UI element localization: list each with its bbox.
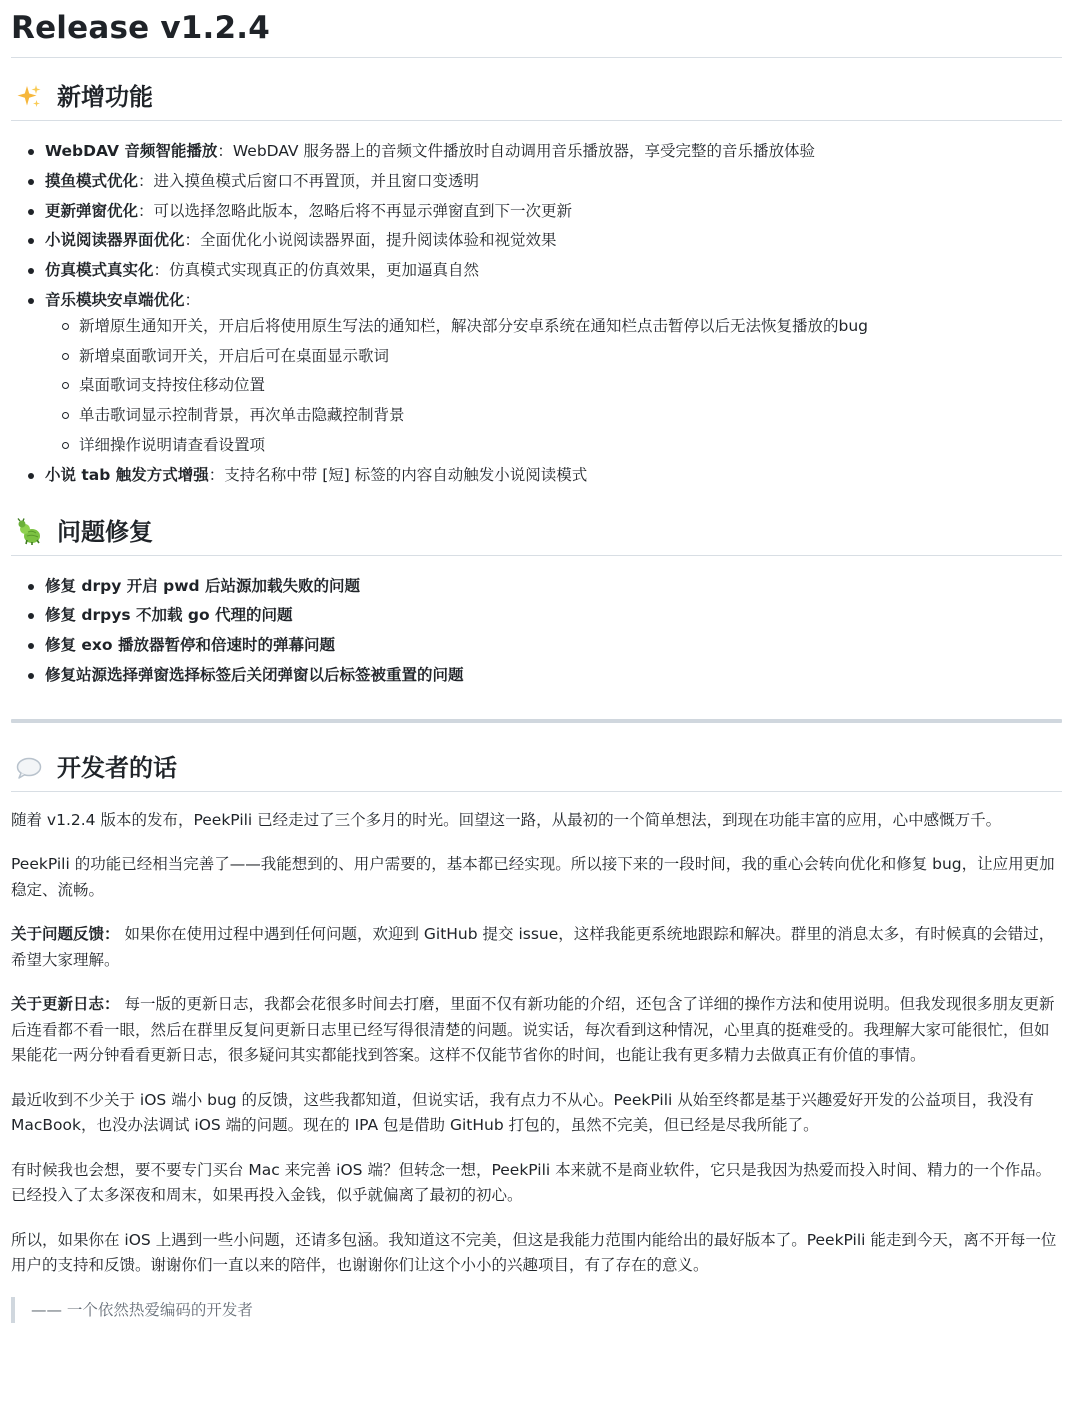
- list-item: [11, 197, 1062, 227]
- item-bold: 修复 drpys 不加载 go 代理的问题: [45, 606, 293, 625]
- bug-icon: [15, 518, 43, 546]
- section-divider: [11, 719, 1062, 723]
- item-bold: 修复 drpy 开启 pwd 后站源加载失败的问题: [45, 576, 361, 595]
- developer-heading-text: 开发者的话: [57, 753, 177, 782]
- sub-list-item: 单击歌词显示控制背景，再次单击隐藏控制背景: [11, 401, 1062, 431]
- paragraph-label: 关于更新日志：: [11, 995, 120, 1014]
- paragraph: 随着 v1.2.4 版本的发布，PeekPili 已经走过了三个多月的时光。回望这一路，从最初的一个简单想法，到现在功能丰富的应用，心中感慨万千。: [11, 810, 1002, 829]
- item-text: ：可以选择忽略此版本，忽略后将不再显示弹窗直到下一次更新: [138, 201, 573, 220]
- developer-heading: [11, 751, 1062, 792]
- item-text: ：全面优化小说阅读器界面，提升阅读体验和视觉效果: [184, 231, 557, 250]
- paragraph: 最近收到不少关于 iOS 端小 bug 的反馈，这些我都知道，但说实话，我有点力不从心。PeekPili 从始至终都是基于兴趣爱好开发的公益项目，我没有 MacBook，也没办法调试 iOS 端的问题。现在的 IPA 包是借助 GitHub 打包的，虽然不完美，但已经是尽我所能了。: [11, 1090, 1034, 1135]
- features-list: [11, 137, 1062, 491]
- list-item: [11, 137, 1062, 167]
- page-title: Release v1.2.4: [11, 0, 1062, 58]
- sub-list-item: 详细操作说明请查看设置项: [11, 431, 1062, 461]
- sparkles-icon: [15, 83, 43, 111]
- list-item: [11, 572, 1062, 602]
- paragraph: [11, 992, 1062, 1069]
- list-item: [11, 631, 1062, 661]
- item-bold: 小说 tab 触发方式增强: [45, 465, 209, 484]
- list-item: [11, 256, 1062, 286]
- features-heading-text: 新增功能: [57, 83, 153, 111]
- sub-list-item: 桌面歌词支持按住移动位置: [11, 371, 1062, 401]
- sub-list-item: 新增原生通知开关，开启后将使用原生写法的通知栏，解决部分安卓系统在通知栏点击暂停以后无法恢复播放的bug: [11, 312, 1062, 342]
- item-bold: WebDAV 音频智能播放: [45, 142, 218, 160]
- paragraph-text: 如果你在使用过程中遇到任何问题，欢迎到 GitHub 提交 issue，这样我能更系统地跟踪和解决。群里的消息太多，有时候真的会错过，希望大家理解。: [11, 925, 1055, 969]
- item-text: ：支持名称中带 [短] 标签的内容自动触发小说阅读模式: [208, 465, 588, 484]
- list-item: [11, 167, 1062, 197]
- item-text: ：: [184, 290, 201, 309]
- features-heading: [11, 80, 1062, 121]
- fixes-heading: [11, 515, 1062, 556]
- item-text: ：进入摸鱼模式后窗口不再置顶，并且窗口变透明: [138, 171, 480, 190]
- music-sublist: [11, 312, 1062, 461]
- item-bold: 更新弹窗优化: [45, 201, 139, 220]
- developer-body: [11, 808, 1062, 1323]
- list-item: [11, 661, 1062, 691]
- paragraph: 有时候我也会想，要不要专门买台 Mac 来完善 iOS 端？但转念一想，PeekPili 本来就不是商业软件，它只是我因为热爱而投入时间、精力的一个作品。已经投入了太多深夜和周末，如果再投入金钱，似乎就偏离了最初的初心。: [11, 1160, 1052, 1205]
- paragraph-label: 关于问题反馈：: [11, 925, 120, 944]
- paragraph: 所以，如果你在 iOS 上遇到一些小问题，还请多包涵。我知道这不完美，但这是我能力范围内能给出的最好版本了。PeekPili 能走到今天，离不开每一位用户的支持和反馈。谢谢你们一直以来的陪伴，也谢谢你们让这个小小的兴趣项目，有了存在的意义。: [11, 1230, 1057, 1275]
- fixes-list: [11, 572, 1062, 691]
- sub-list-item: 新增桌面歌词开关，开启后可在桌面显示歌词: [11, 342, 1062, 372]
- fixes-heading-text: 问题修复: [57, 517, 153, 546]
- list-item: [11, 226, 1062, 256]
- paragraph-text: 每一版的更新日志，我都会花很多时间去打磨，里面不仅有新功能的介绍，还包含了详细的操作方法和使用说明。但我发现很多朋友更新后连看都不看一眼，然后在群里反复问更新日志里已经写得很清楚的问题。说实话，每次看到这种情况，心里真的挺难受的。我理解大家可能很忙，但如果能花一两分钟看看更新日志，很多疑问其实都能找到答案。这样不仅能节省你的时间，也能让我有更多精力去做真正有价值的事情。: [11, 995, 1055, 1065]
- speech-bubble-icon: [15, 754, 43, 782]
- item-bold: 摸鱼模式优化: [45, 171, 139, 190]
- item-bold: 音乐模块安卓端优化: [45, 290, 185, 309]
- signature-quote: —— 一个依然热爱编码的开发者: [11, 1297, 1062, 1323]
- list-item: [11, 601, 1062, 631]
- list-item: [11, 461, 1062, 491]
- paragraph: [11, 922, 1062, 973]
- item-text: ：WebDAV 服务器上的音频文件播放时自动调用音乐播放器，享受完整的音乐播放体验: [217, 142, 815, 160]
- item-text: ：仿真模式实现真正的仿真效果，更加逼真自然: [153, 261, 480, 280]
- item-bold: 小说阅读器界面优化: [45, 231, 185, 250]
- item-bold: 修复 exo 播放器暂停和倍速时的弹幕问题: [45, 636, 335, 655]
- paragraph: PeekPili 的功能已经相当完善了——我能想到的、用户需要的，基本都已经实现。所以接下来的一段时间，我的重心会转向优化和修复 bug，让应用更加稳定、流畅。: [11, 855, 1055, 899]
- item-bold: 修复站源选择弹窗选择标签后关闭弹窗以后标签被重置的问题: [45, 665, 464, 684]
- item-bold: 仿真模式真实化: [45, 261, 154, 280]
